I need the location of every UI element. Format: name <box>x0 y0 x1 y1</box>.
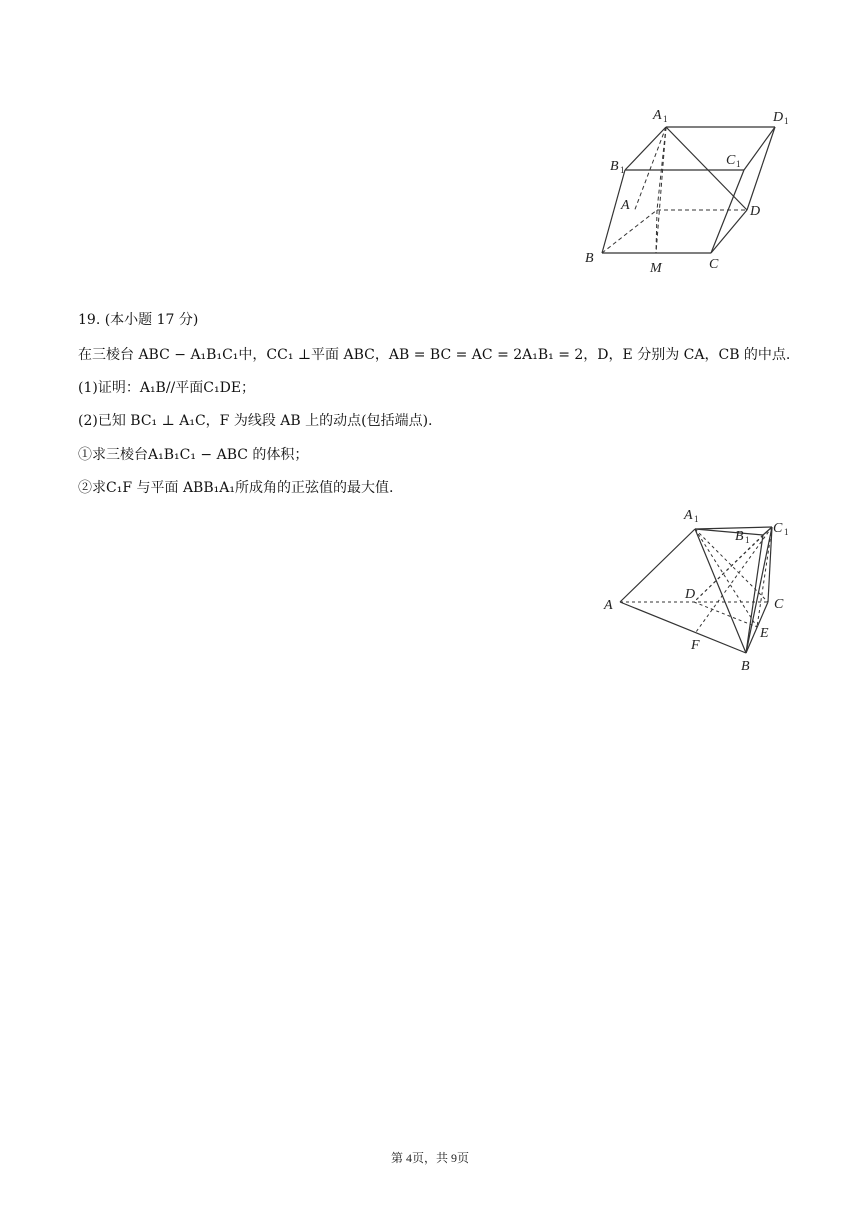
question-stem: 在三棱台 ABC − A₁B₁C₁中，CC₁ ⊥平面 ABC，AB = BC = AC = 2A₁B₁ = 2，D，E 分别为 CA，CB 的中点. <box>78 347 791 363</box>
label-A: A <box>604 598 613 613</box>
label-D1-sub: 1 <box>784 116 789 126</box>
label-F: F <box>691 638 700 653</box>
label-C1: C <box>773 521 783 536</box>
label-M: M <box>650 261 662 276</box>
label-C1-sub: 1 <box>736 159 741 169</box>
frustum-figure <box>598 500 798 676</box>
label-C: C <box>709 257 719 272</box>
label-D1: D <box>773 110 784 125</box>
label-C1: C <box>726 153 736 168</box>
page-footer: 第 4页，共 9页 <box>390 1151 469 1165</box>
question-header: 19. (本小题 17 分) <box>78 312 199 328</box>
label-B1-sub: 1 <box>745 535 750 545</box>
label-A1-sub: 1 <box>694 514 699 524</box>
label-B1: B <box>610 159 619 174</box>
label-D: D <box>750 204 761 219</box>
label-A: A <box>621 198 630 213</box>
label-B: B <box>585 251 594 266</box>
label-C: C <box>774 597 784 612</box>
label-B1-sub: 1 <box>620 165 625 175</box>
label-D: D <box>685 587 696 602</box>
label-E: E <box>760 626 769 641</box>
question-part-2: (2)已知 BC₁ ⊥ A₁C，F 为线段 AB 上的动点(包括端点). <box>78 413 433 429</box>
parallelepiped-figure <box>578 100 798 280</box>
question-part-1: (1)证明：A₁B//平面C₁DE； <box>78 380 256 396</box>
question-sub-1: ①求三棱台A₁B₁C₁ − ABC 的体积； <box>78 447 309 463</box>
question-sub-2: ②求C₁F 与平面 ABB₁A₁所成角的正弦值的最大值. <box>78 480 394 496</box>
label-A1-sub: 1 <box>663 114 668 124</box>
label-B1: B <box>735 529 744 544</box>
label-A1: A <box>653 108 662 123</box>
label-B: B <box>741 659 750 674</box>
label-A1: A <box>684 508 693 523</box>
label-C1-sub: 1 <box>784 527 789 537</box>
